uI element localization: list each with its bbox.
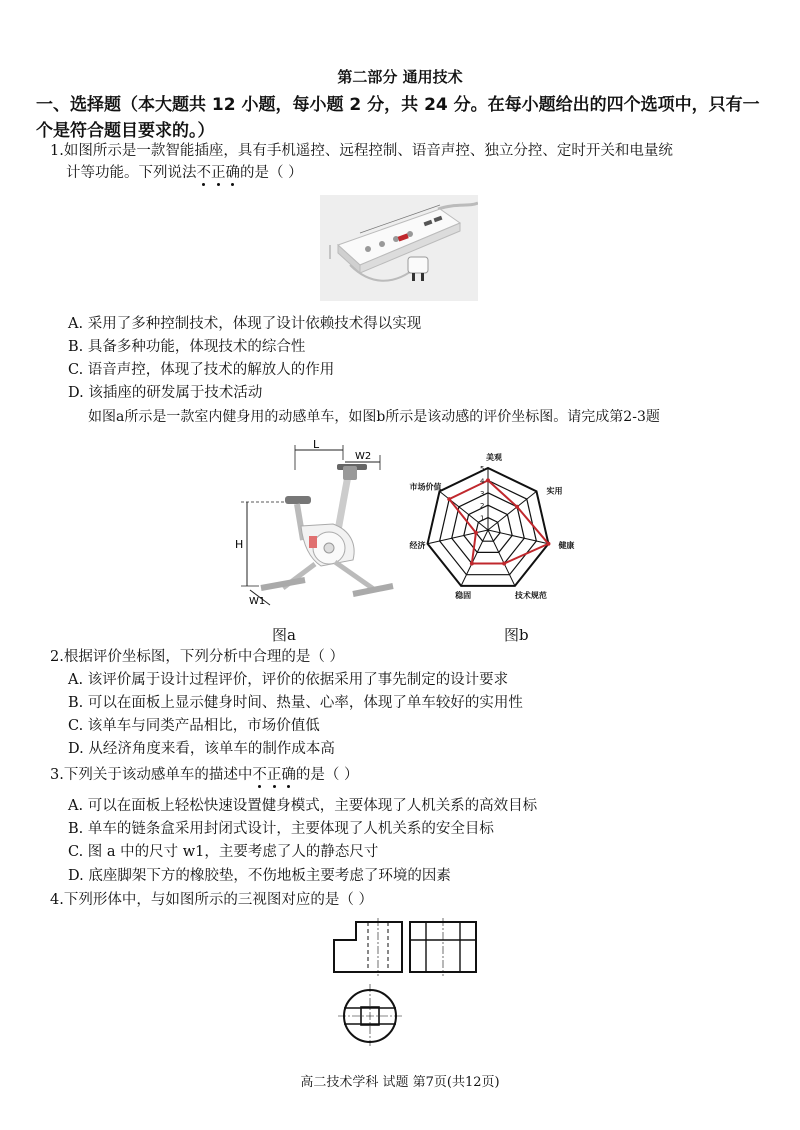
radar-data-point xyxy=(502,562,506,566)
page-footer: 高二技术学科 试题 第7页(共12页) xyxy=(300,1075,500,1090)
radar-axis-label: 实用 xyxy=(546,486,563,496)
radar-scale-label: 1 xyxy=(480,514,485,523)
q1-option-c: C. 语音声控，体现了技术的解放人的作用 xyxy=(68,362,335,378)
q3-stem-text: 3.下列关于该动感单车的描述中 xyxy=(50,767,253,783)
radar-axis-label: 市场价值 xyxy=(409,482,442,492)
q1-emphasis xyxy=(197,165,241,181)
radar-axis-label: 稳固 xyxy=(455,590,472,600)
q3-option-c: C. 图 a 中的尺寸 w1，主要考虑了人的静态尺寸 xyxy=(68,844,379,860)
radar-scale-label: 5 xyxy=(480,465,485,473)
q3-emphasis xyxy=(252,767,296,783)
q1-stem-line1: 1.如图所示是一款智能插座，具有手机遥控、远程控制、语音声控、独立分控、定时开关和电量统 xyxy=(50,143,673,159)
dim-label-l: L xyxy=(313,440,320,451)
radar-axis xyxy=(488,530,515,586)
three-view-drawing xyxy=(330,918,480,1046)
radar-scale-label: 2 xyxy=(480,502,485,511)
radar-data-point xyxy=(447,497,451,501)
emphasis-char: 正 xyxy=(211,165,226,181)
radar-data-point xyxy=(486,478,490,482)
emphasis-char: 确 xyxy=(281,767,296,783)
q1-option-a: A. 采用了多种控制技术，体现了设计依赖技术得以实现 xyxy=(68,316,422,332)
emphasis-char: 不 xyxy=(252,767,267,783)
radar-data-point xyxy=(546,542,550,546)
q2-option-b: B. 可以在面板上显示健身时间、热量、心率，体现了单车较好的实用性 xyxy=(68,695,523,711)
q3-stem-tail: 的是（ ） xyxy=(295,767,359,783)
radar-axis-label: 美观 xyxy=(486,453,502,462)
radar-data-point xyxy=(515,505,519,509)
radar-scale-label: 4 xyxy=(480,477,485,486)
q1-stem-line2 xyxy=(66,162,303,184)
q3-option-b: B. 单车的链条盒采用封闭式设计，主要体现了人机关系的安全目标 xyxy=(68,821,494,837)
dim-label-h: H xyxy=(235,538,244,551)
dim-label-w1: W1 xyxy=(249,596,266,607)
q3-option-d: D. 底座脚架下方的橡胶垫，不伤地板主要考虑了环境的因素 xyxy=(68,868,451,884)
q3-option-a: A. 可以在面板上轻松快速设置健身模式，主要体现了人机关系的高效目标 xyxy=(68,798,538,814)
exercise-bike-image xyxy=(225,440,400,610)
question-type-heading: 一、选择题（本大题共 12 小题，每小题 2 分，共 24 分。在每小题给出的四个选项中，只有一个是符合题目要求的。） xyxy=(36,95,760,141)
emphasis-char: 确 xyxy=(225,165,240,181)
q2-stem: 2.根据评价坐标图，下列分析中合理的是（ ） xyxy=(50,649,344,665)
q4-stem: 4.下列形体中，与如图所示的三视图对应的是（ ） xyxy=(50,892,373,908)
q2-option-d: D. 从经济角度来看，该单车的制作成本高 xyxy=(68,741,335,757)
radar-data-point xyxy=(474,531,478,535)
section-title: 第二部分 通用技术 xyxy=(337,68,463,86)
q2-option-a: A. 该评价属于设计过程评价，评价的依据采用了事先制定的设计要求 xyxy=(68,672,509,688)
figure-a-caption: 图a xyxy=(272,626,296,644)
radar-axis-label: 健康 xyxy=(558,540,575,550)
radar-axis-label: 技术规范 xyxy=(514,590,547,600)
figure-intro: 如图a所示是一款室内健身用的动感单车，如图b所示是该动感的评价坐标图。请完成第2-3题 xyxy=(88,409,660,425)
emphasis-char: 不 xyxy=(196,165,211,181)
radar-scale-label: 3 xyxy=(480,489,485,498)
radar-axis-label: 经济 xyxy=(409,540,426,550)
radar-chart xyxy=(398,452,578,612)
q1-option-d: D. 该插座的研发属于技术活动 xyxy=(68,385,263,401)
q1-option-b: B. 具备多种功能，体现技术的综合性 xyxy=(68,339,306,355)
emphasis-char: 正 xyxy=(266,767,282,783)
q1-stem-text: 计等功能。下列说法 xyxy=(66,165,197,181)
q1-stem-tail: 的是（ ） xyxy=(240,165,303,181)
q3-stem xyxy=(50,764,358,786)
radar-data-point xyxy=(470,562,474,566)
smart-socket-image xyxy=(320,195,478,301)
dim-label-w2: W2 xyxy=(355,451,372,462)
q2-option-c: C. 该单车与同类产品相比，市场价值低 xyxy=(68,718,320,734)
figure-b-caption: 图b xyxy=(504,626,529,644)
